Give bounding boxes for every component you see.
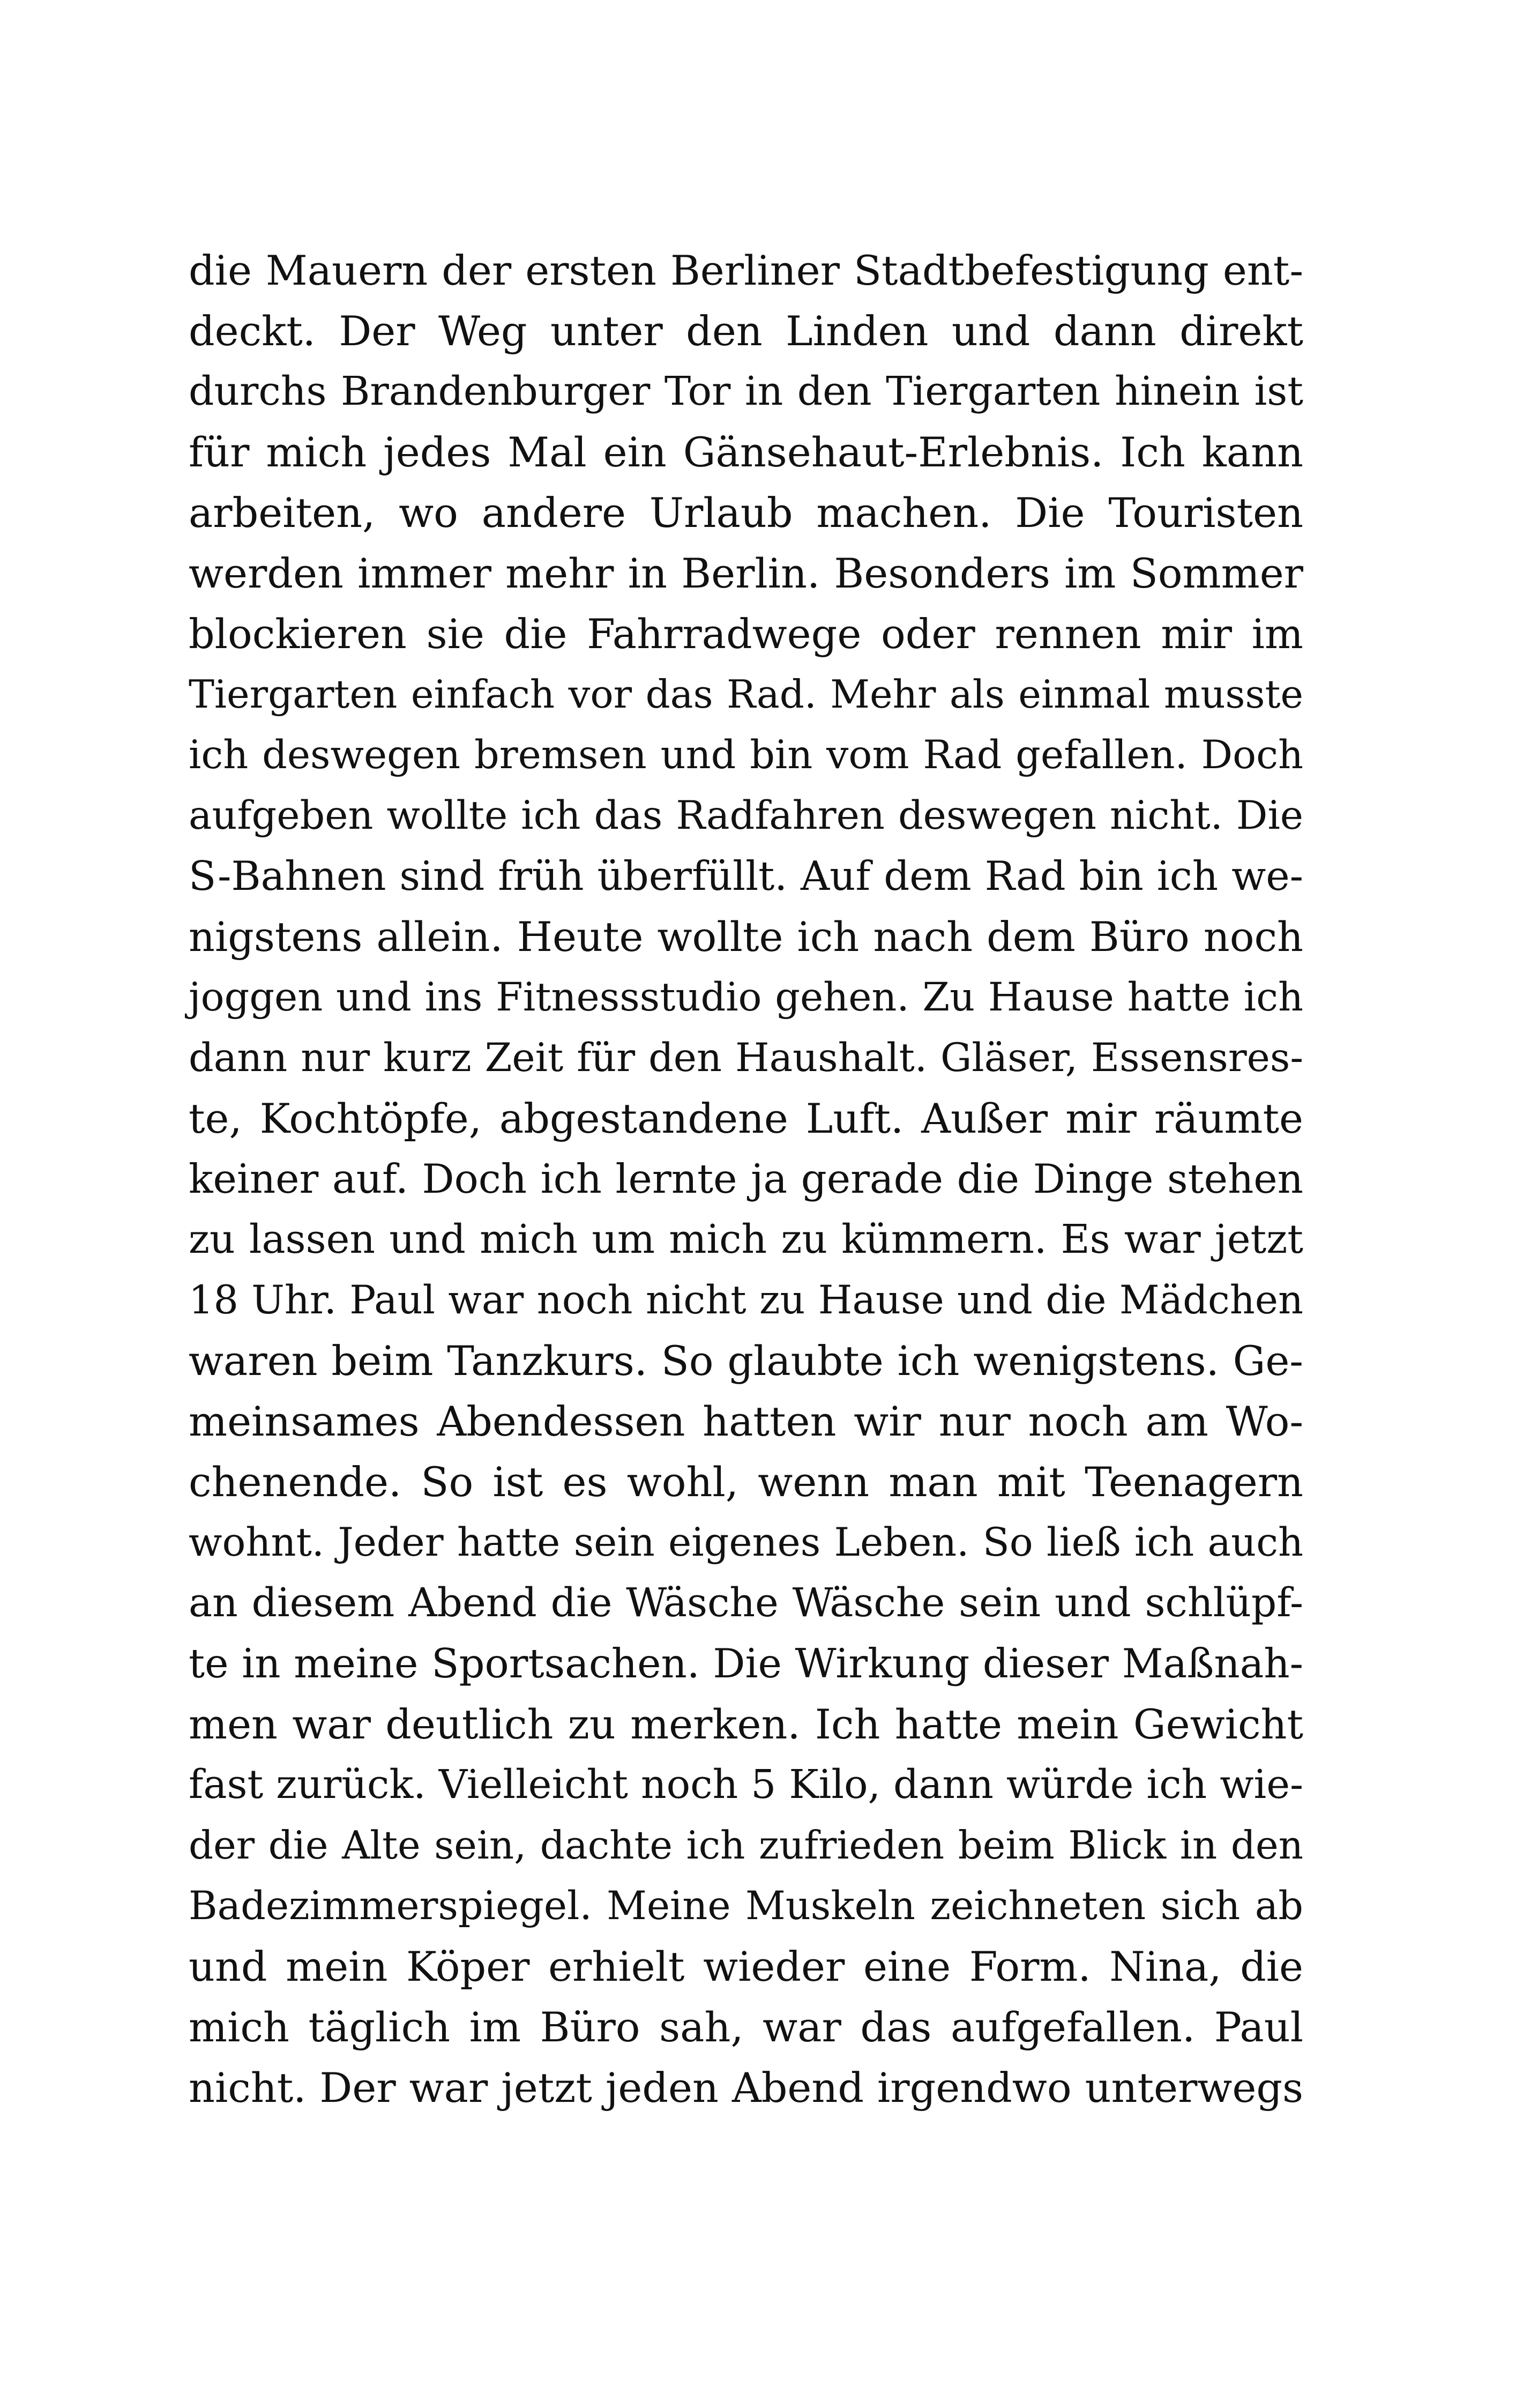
text-line-4: für mich jedes Mal ein Gänsehaut-Erlebnis. Ich kann	[189, 428, 1303, 476]
text-line-22: wohnt. Jeder hatte sein eigenes Leben. So ließ ich auch	[189, 1520, 1303, 1565]
text-line-16: keiner auf. Doch ich lernte ja gerade die Dinge stehen	[189, 1155, 1303, 1202]
text-line-7: blockieren sie die Fahrradwege oder rennen mir im	[189, 610, 1303, 658]
text-line-18: 18 Uhr. Paul war noch nicht zu Hause und die Mädchen	[189, 1277, 1303, 1323]
text-line-9: ich deswegen bremsen und bin vom Rad gefallen. Doch	[189, 732, 1303, 778]
text-line-14: dann nur kurz Zeit für den Haushalt. Gläser, Essensres-	[189, 1035, 1303, 1081]
text-line-2: deckt. Der Weg unter den Linden und dann direkt	[189, 307, 1303, 355]
text-line-11: S-Bahnen sind früh überfüllt. Auf dem Rad bin ich we-	[189, 852, 1303, 900]
text-line-23: an diesem Abend die Wäsche Wäsche sein und schlüpf-	[189, 1580, 1303, 1626]
text-line-31: nicht. Der war jetzt jeden Abend irgendwo unterwegs	[189, 2064, 1303, 2112]
body-text	[189, 240, 1303, 2118]
text-line-28: Badezimmerspiegel. Meine Muskeln zeichneten sich ab	[189, 1883, 1303, 1929]
text-line-8: Tiergarten einfach vor das Rad. Mehr als einmal musste	[189, 672, 1303, 717]
text-line-25: men war deutlich zu merken. Ich hatte mein Gewicht	[189, 1700, 1303, 1748]
text-line-10: aufgeben wollte ich das Radfahren deswegen nicht. Die	[189, 793, 1303, 838]
text-line-17: zu lassen und mich um mich zu kümmern. Es war jetzt	[189, 1216, 1303, 1262]
text-line-6: werden immer mehr in Berlin. Besonders im Sommer	[189, 549, 1303, 597]
text-line-27: der die Alte sein, dachte ich zufrieden beim Blick in den	[189, 1823, 1303, 1868]
text-line-12: nigstens allein. Heute wollte ich nach dem Büro noch	[189, 913, 1303, 961]
text-line-3: durchs Brandenburger Tor in den Tiergarten hinein ist	[189, 368, 1303, 414]
text-line-1: die Mauern der ersten Berliner Stadtbefestigung ent-	[189, 247, 1303, 294]
text-line-26: fast zurück. Vielleicht noch 5 Kilo, dann würde ich wie-	[189, 1762, 1303, 1808]
text-line-24: te in meine Sportsachen. Die Wirkung dieser Maßnah-	[189, 1640, 1303, 1687]
text-line-15: te, Kochtöpfe, abgestandene Luft. Außer mir räumte	[189, 1095, 1303, 1142]
text-line-20: meinsames Abendessen hatten wir nur noch am Wo-	[189, 1398, 1303, 1445]
text-line-29: und mein Köper erhielt wieder eine Form. Nina, die	[189, 1943, 1303, 1990]
text-line-21: chenende. So ist es wohl, wenn man mit Teenagern	[189, 1458, 1303, 1506]
text-line-13: joggen und ins Fitnessstudio gehen. Zu Hause hatte ich	[189, 975, 1303, 1020]
text-line-5: arbeiten, wo andere Urlaub machen. Die Touristen	[189, 489, 1303, 537]
text-line-30: mich täglich im Büro sah, war das aufgefallen. Paul	[189, 2003, 1303, 2051]
text-line-19: waren beim Tanzkurs. So glaubte ich wenigstens. Ge-	[189, 1337, 1303, 1385]
